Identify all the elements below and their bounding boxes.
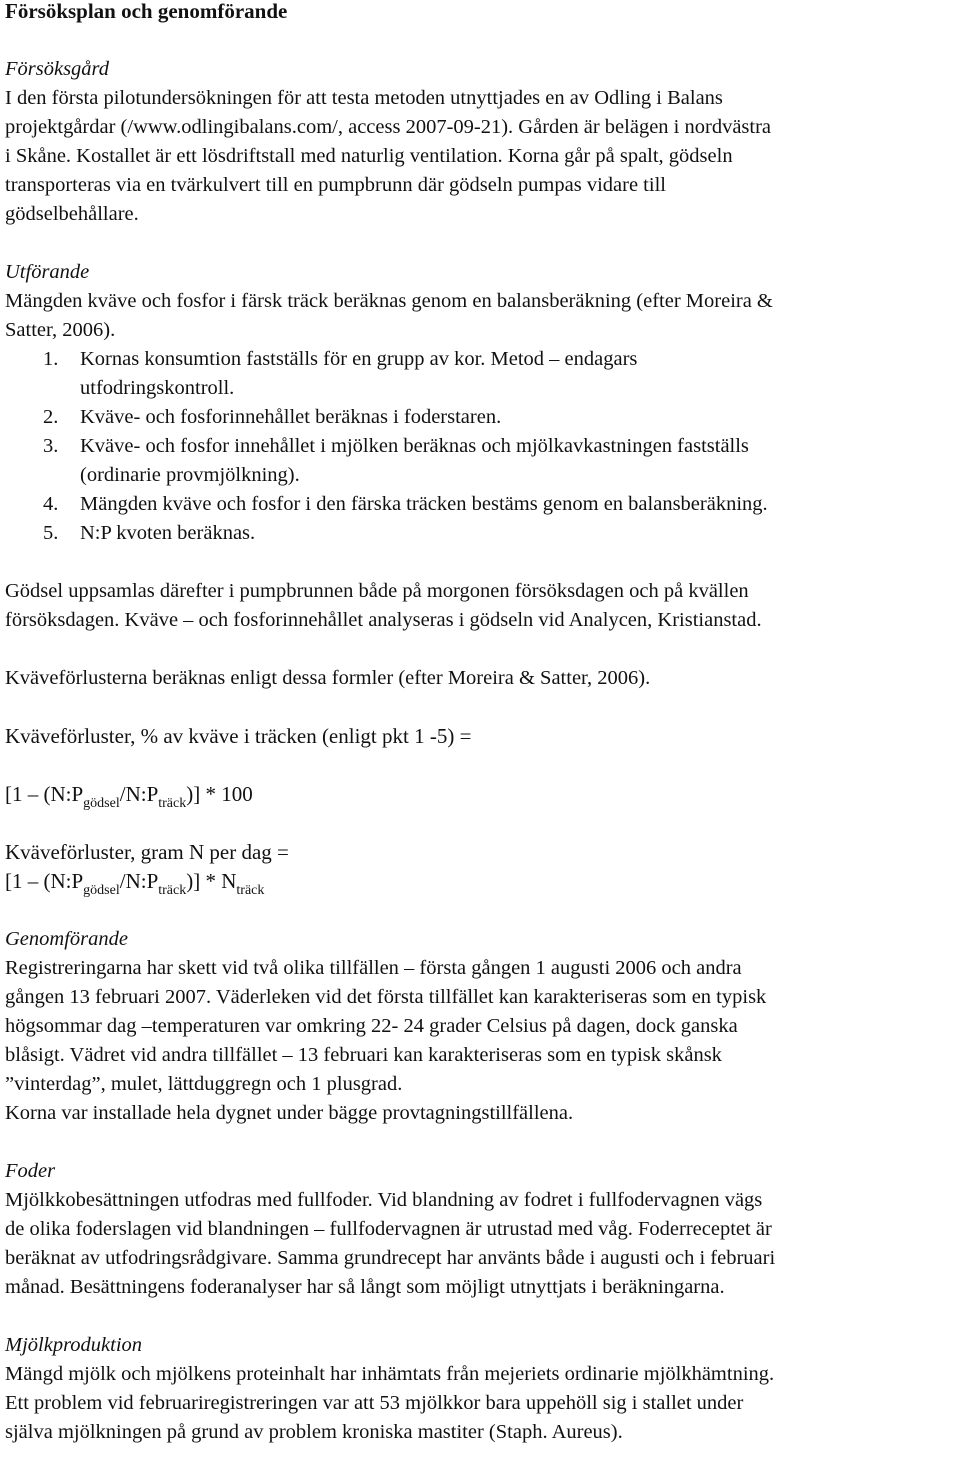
formula-text: /N:P	[119, 869, 159, 893]
section-heading-genomforande: Genomförande	[5, 928, 128, 950]
paragraph-line: transporteras via en tvärkulvert till en pumpbrunn där gödseln pumpas vidare till	[5, 174, 666, 196]
spacer	[5, 229, 957, 258]
section-heading-utforande: Utförande	[5, 261, 90, 283]
spacer	[5, 548, 957, 577]
paragraph-line: själva mjölkningen på grund av problem kroniska mastiter (Staph. Aureus).	[5, 1421, 623, 1443]
list-item	[5, 345, 957, 403]
formula-label: Kväveförluster, % av kväve i träcken (enligt pkt 1 -5) =	[5, 724, 472, 748]
paragraph-line: Mjölkkobesättningen utfodras med fullfoder. Vid blandning av fodret i fullfodervagnen vägs	[5, 1189, 763, 1211]
formula-text: [1 – (N:P	[5, 782, 84, 806]
paragraph-line: I den första pilotundersökningen för att testa metoden utnyttjades en av Odling i Balans	[5, 87, 723, 109]
paragraph-line: månad. Besättningens foderanalyser har så långt som möjligt utnyttjats i beräkningarna.	[5, 1276, 725, 1298]
paragraph-line: i Skåne. Kostallet är ett lösdriftstall med naturlig ventilation. Korna går på spalt, gödseln	[5, 145, 733, 167]
list-item-number: 1.	[43, 348, 59, 370]
formula-percent	[5, 780, 957, 809]
formula-intro: Kväveförlusterna beräknas enligt dessa formler (efter Moreira & Satter, 2006).	[5, 667, 651, 689]
list-item-text: Mängden kväve och fosfor i den färska träcken bestäms genom en balansberäkning.	[80, 493, 768, 515]
list-item	[5, 432, 957, 490]
spacer	[5, 896, 957, 925]
section-foder	[5, 1157, 957, 1302]
section-utforande	[5, 258, 957, 896]
paragraph-line: Satter, 2006).	[5, 319, 116, 341]
paragraph-line: Registreringarna har skett vid två olika tillfällen – första gången 1 augusti 2006 och andra	[5, 957, 742, 979]
page-title: Försöksplan och genomförande	[5, 0, 288, 23]
spacer	[5, 809, 957, 838]
formula-label: Kväveförluster, gram N per dag =	[5, 840, 289, 864]
section-forsoksgard	[5, 55, 957, 229]
list-item-text: Kväve- och fosfor innehållet i mjölken beräknas och mjölkavkastningen fastställs	[80, 435, 749, 457]
list-item	[5, 490, 957, 519]
paragraph-line: Mängd mjölk och mjölkens proteinhalt har inhämtats från mejeriets ordinarie mjölkhämtning.	[5, 1363, 775, 1385]
section-mjolkproduktion	[5, 1331, 957, 1447]
paragraph-line: försöksdagen. Kväve – och fosforinnehållet analyseras i gödseln vid Analycen, Kristianstad.	[5, 609, 762, 631]
list-item-number: 3.	[43, 435, 59, 457]
formula-text: [1 – (N:P	[5, 869, 84, 893]
paragraph-line: gödselbehållare.	[5, 203, 139, 225]
list-item-number: 2.	[43, 406, 59, 428]
spacer	[5, 1302, 957, 1331]
list-item-number: 4.	[43, 493, 59, 515]
spacer	[5, 1128, 957, 1157]
section-heading-forsoksgard: Försöksgård	[5, 58, 110, 80]
list-item	[5, 519, 957, 548]
formula-subscript: gödsel	[83, 883, 120, 898]
section-genomforande	[5, 925, 957, 1128]
section-heading-foder: Foder	[5, 1160, 56, 1182]
formula-gram	[5, 867, 957, 896]
list-item-text: Kväve- och fosforinnehållet beräknas i foderstaren.	[80, 406, 502, 428]
spacer	[5, 26, 957, 55]
spacer	[5, 693, 957, 722]
spacer	[5, 751, 957, 780]
section-heading-mjolkproduktion: Mjölkproduktion	[5, 1334, 143, 1356]
formula-text: )] * 100	[186, 782, 253, 806]
steps-list	[5, 345, 957, 548]
paragraph-line: gången 13 februari 2007. Väderleken vid det första tillfället kan karakteriseras som en typisk	[5, 986, 767, 1008]
formula-subscript: träck	[236, 883, 265, 898]
list-item-number: 5.	[43, 522, 59, 544]
paragraph-line: de olika foderslagen vid blandningen – fullfodervagnen är utrustad med våg. Foderreceptet är	[5, 1218, 772, 1240]
formula-text: /N:P	[119, 782, 159, 806]
paragraph-line: Mängden kväve och fosfor i färsk träck beräknas genom en balansberäkning (efter Moreira &	[5, 290, 773, 312]
paragraph-line: projektgårdar (/www.odlingibalans.com/, access 2007-09-21). Gården är belägen i nordvästra	[5, 116, 772, 138]
paragraph-line: blåsigt. Vädret vid andra tillfället – 13 februari kan karakteriseras som en typisk skånsk	[5, 1044, 722, 1066]
formula-subscript: träck	[158, 796, 187, 811]
paragraph-line: högsommar dag –temperaturen var omkring 22- 24 grader Celsius på dagen, dock ganska	[5, 1015, 738, 1037]
document-page	[5, 0, 957, 1447]
paragraph-line: beräknat av utfodringsrådgivare. Samma grundrecept har använts både i augusti och i februari	[5, 1247, 776, 1269]
spacer	[5, 635, 957, 664]
paragraph-line: ”vinterdag”, mulet, lättduggregn och 1 plusgrad.	[5, 1073, 403, 1095]
list-item-text: utfodringskontroll.	[80, 377, 235, 399]
paragraph-line: Ett problem vid februariregistreringen var att 53 mjölkkor bara uppehöll sig i stallet under	[5, 1392, 744, 1414]
list-item-text: N:P kvoten beräknas.	[80, 522, 256, 544]
formula-text: )] * N	[186, 869, 237, 893]
list-item-text: (ordinarie provmjölkning).	[80, 464, 300, 486]
formula-subscript: gödsel	[83, 796, 120, 811]
formula-subscript: träck	[158, 883, 187, 898]
list-item-text: Kornas konsumtion fastställs för en grupp av kor. Metod – endagars	[80, 348, 638, 370]
paragraph-line: Gödsel uppsamlas därefter i pumpbrunnen både på morgonen försöksdagen och på kvällen	[5, 580, 749, 602]
paragraph-line: Korna var installade hela dygnet under bägge provtagningstillfällena.	[5, 1102, 574, 1124]
list-item	[5, 403, 957, 432]
